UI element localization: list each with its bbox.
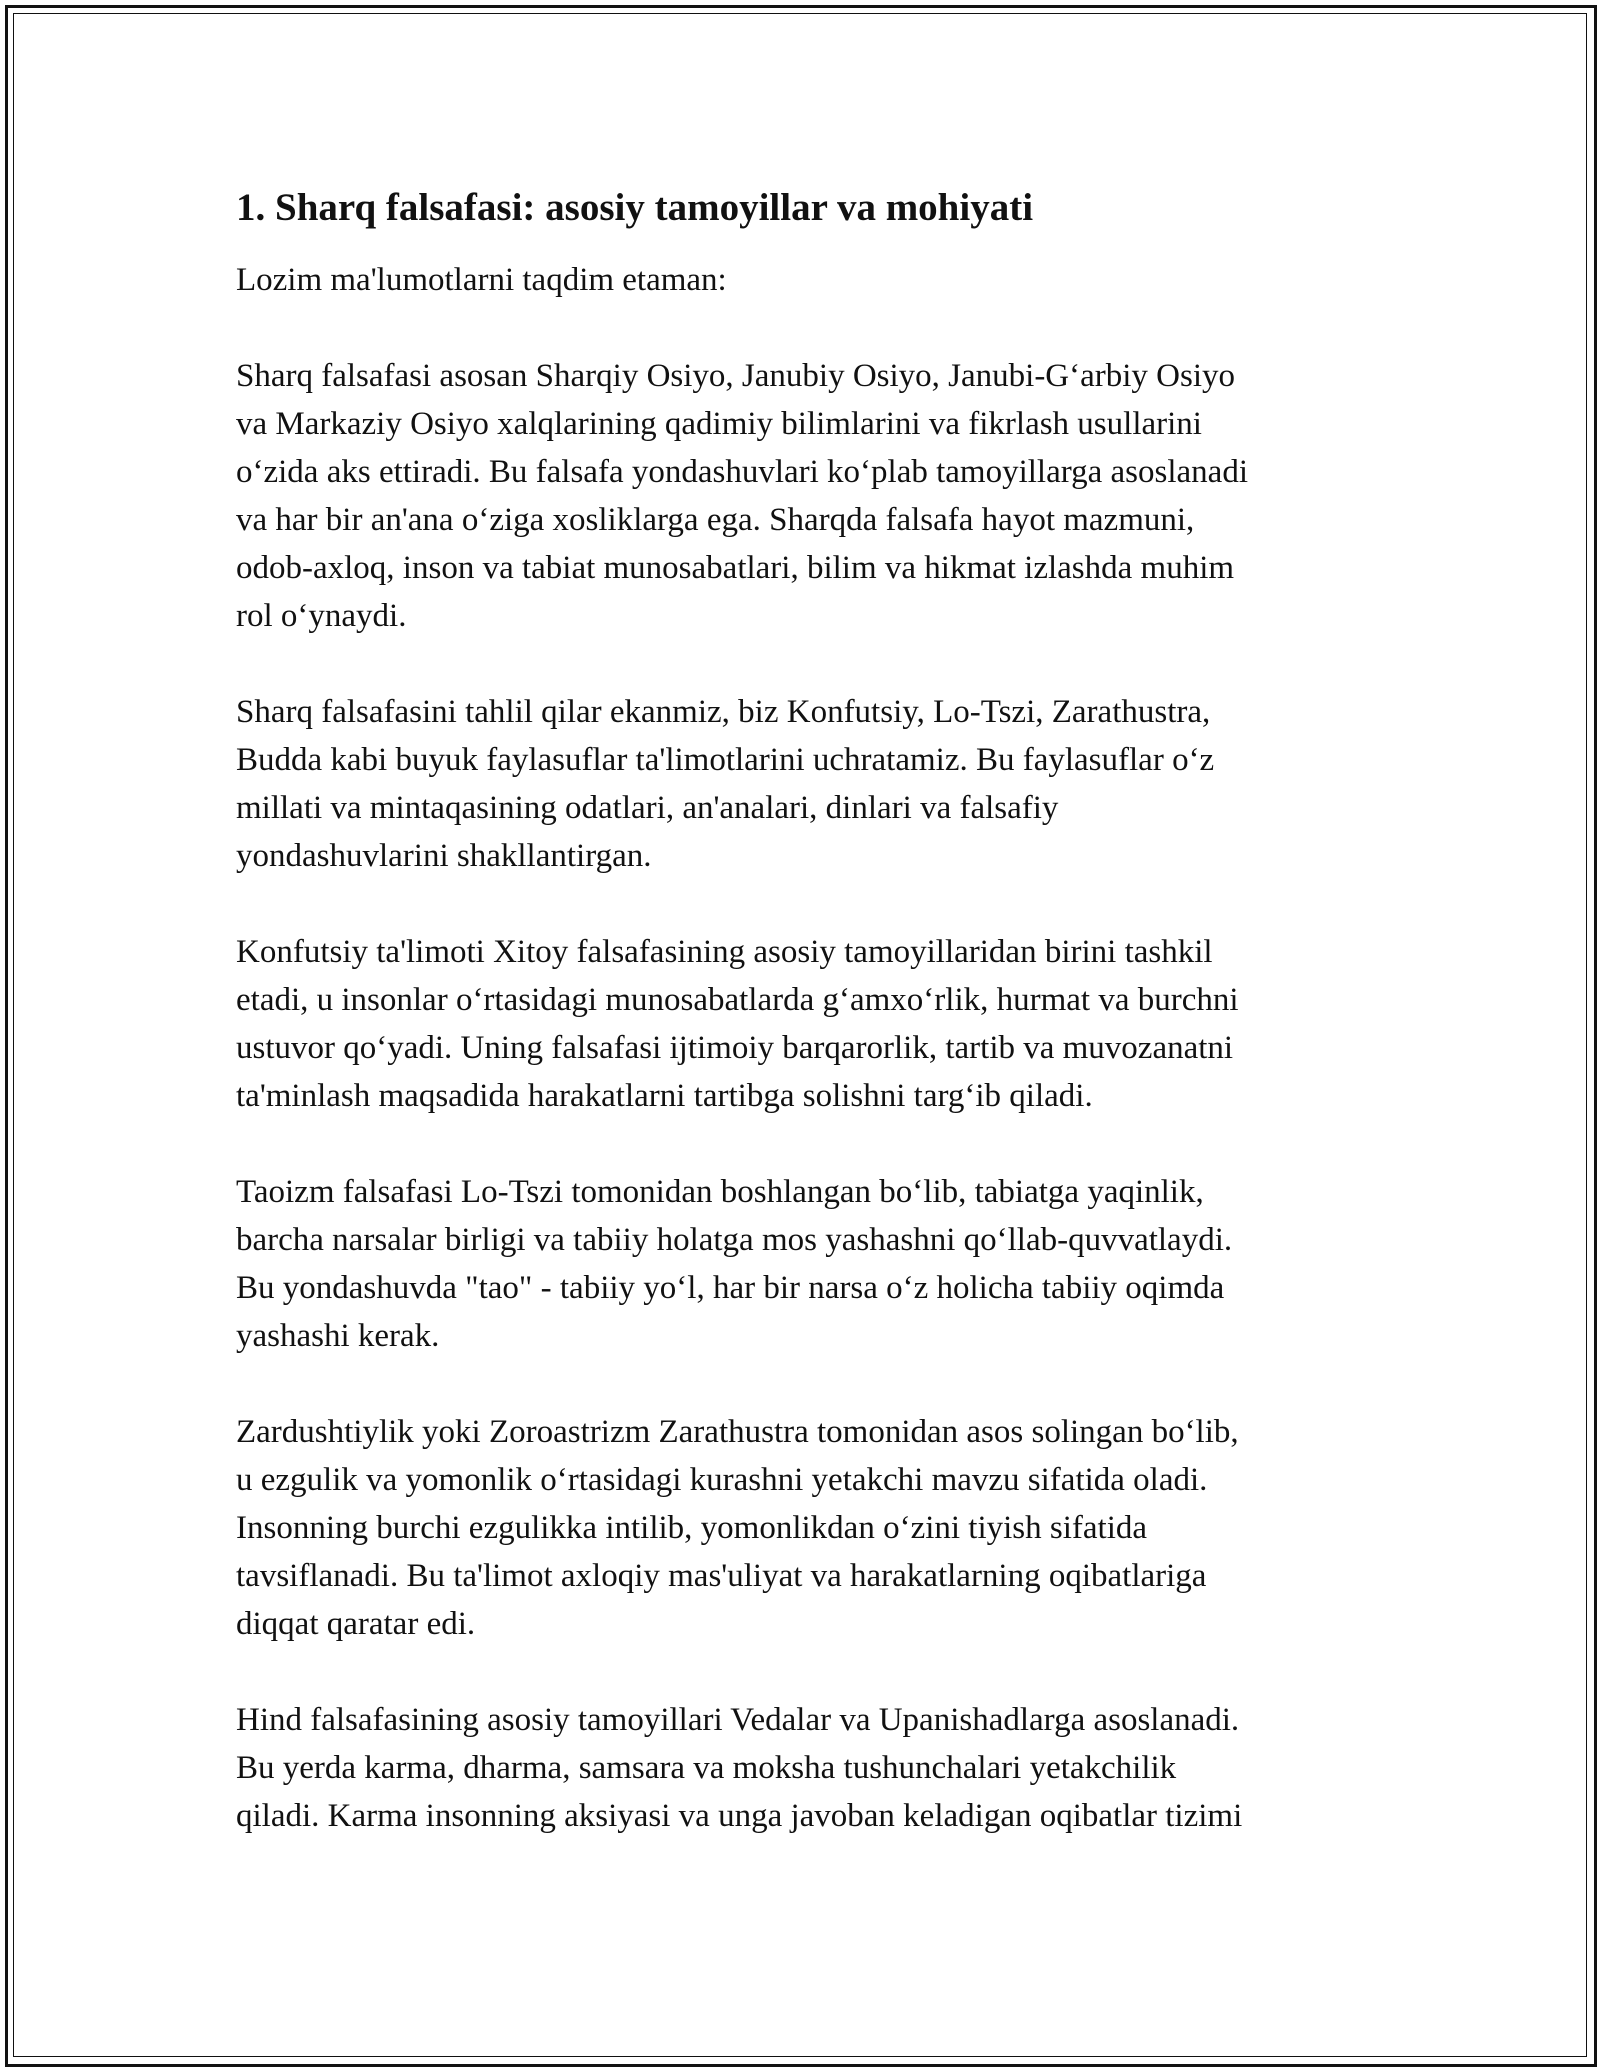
paragraph-philosophers <box>236 688 1366 880</box>
paragraph-line: Bu yerda karma, dharma, samsara va moksha tushunchalari yetakchilik <box>236 1750 1177 1786</box>
paragraph-line: ta'minlash maqsadida harakatlarni tartibga solishni targ‘ib qiladi. <box>236 1078 1093 1114</box>
paragraph-line: Sharq falsafasi asosan Sharqiy Osiyo, Janubiy Osiyo, Janubi-G‘arbiy Osiyo <box>236 358 1236 394</box>
paragraph-line: millati va mintaqasining odatlari, an'analari, dinlari va falsafiy <box>236 790 1059 826</box>
paragraph-line: yondashuvlarini shakllantirgan. <box>236 838 652 874</box>
paragraph-line: qiladi. Karma insonning aksiyasi va unga javoban keladigan oqibatlar tizimi <box>236 1798 1243 1834</box>
paragraph-line: odob-axloq, inson va tabiat munosabatlari, bilim va hikmat izlashda muhim <box>236 550 1235 586</box>
paragraph-line: Konfutsiy ta'limoti Xitoy falsafasining asosiy tamoyillaridan birini tashkil <box>236 934 1213 970</box>
paragraph-line: u ezgulik va yomonlik o‘rtasidagi kurashni yetakchi mavzu sifatida oladi. <box>236 1462 1208 1498</box>
paragraph-taoism <box>236 1168 1366 1360</box>
paragraph-line: rol o‘ynaydi. <box>236 598 407 634</box>
paragraph-line: barcha narsalar birligi va tabiiy holatga mos yashashni qo‘llab-quvvatlaydi. <box>236 1222 1233 1258</box>
paragraph-line: va har bir an'ana o‘ziga xosliklarga ega. Sharqda falsafa hayot mazmuni, <box>236 502 1195 538</box>
paragraph-line: Bu yondashuvda "tao" - tabiiy yo‘l, har bir narsa o‘z holicha tabiiy oqimda <box>236 1270 1225 1306</box>
paragraph-line: Sharq falsafasini tahlil qilar ekanmiz, biz Konfutsiy, Lo-Tszi, Zarathustra, <box>236 694 1211 730</box>
paragraph-line: Zardushtiylik yoki Zoroastrizm Zarathustra tomonidan asos solingan bo‘lib, <box>236 1414 1239 1450</box>
paragraph-zoroastrianism <box>236 1408 1366 1648</box>
paragraph-line: diqqat qaratar edi. <box>236 1606 476 1642</box>
paragraph-line: yashashi kerak. <box>236 1318 440 1354</box>
paragraph-line: Insonning burchi ezgulikka intilib, yomonlikdan o‘zini tiyish sifatida <box>236 1510 1148 1546</box>
intro-paragraph: Lozim ma'lumotlarni taqdim etaman: <box>236 262 727 298</box>
paragraph-indian-philosophy <box>236 1696 1366 1840</box>
paragraph-line: o‘zida aks ettiradi. Bu falsafa yondashuvlari ko‘plab tamoyillarga asoslanadi <box>236 454 1248 490</box>
section-heading: 1. Sharq falsafasi: asosiy tamoyillar va mohiyati <box>236 186 1034 229</box>
paragraph-line: tavsiflanadi. Bu ta'limot axloqiy mas'uliyat va harakatlarning oqibatlariga <box>236 1558 1207 1594</box>
paragraph-line: Budda kabi buyuk faylasuflar ta'limotlarini uchratamiz. Bu faylasuflar o‘z <box>236 742 1215 778</box>
document-body <box>236 184 1366 1888</box>
paragraph-overview <box>236 352 1366 640</box>
paragraph-line: va Markaziy Osiyo xalqlarining qadimiy bilimlarini va fikrlash usullarini <box>236 406 1202 442</box>
paragraph-line: Taoizm falsafasi Lo-Tszi tomonidan boshlangan bo‘lib, tabiatga yaqinlik, <box>236 1174 1204 1210</box>
paragraph-line: etadi, u insonlar o‘rtasidagi munosabatlarda g‘amxo‘rlik, hurmat va burchni <box>236 982 1239 1018</box>
paragraph-line: Hind falsafasining asosiy tamoyillari Vedalar va Upanishadlarga asoslanadi. <box>236 1702 1240 1738</box>
paragraph-confucius <box>236 928 1366 1120</box>
paragraph-line: ustuvor qo‘yadi. Uning falsafasi ijtimoiy barqarorlik, tartib va muvozanatni <box>236 1030 1234 1066</box>
